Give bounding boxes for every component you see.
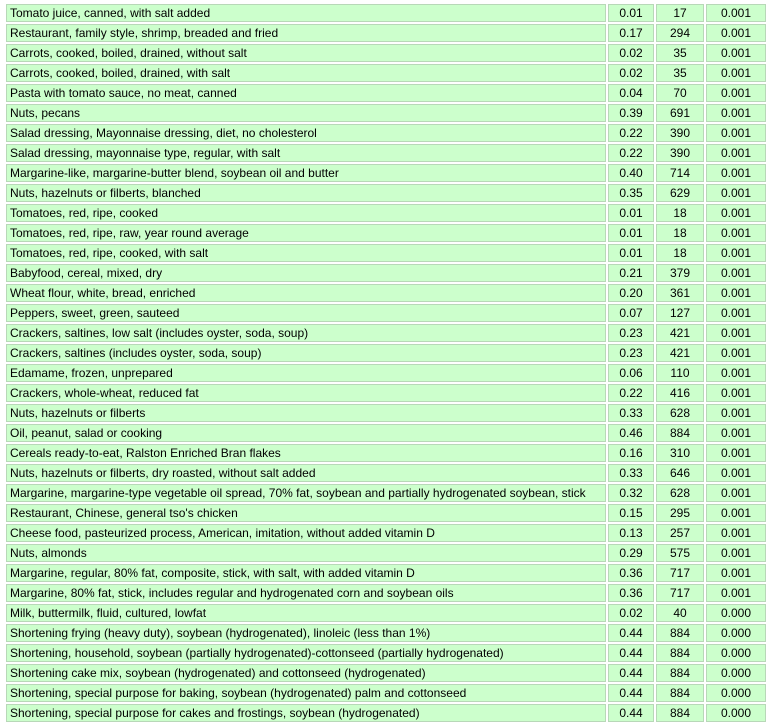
value-2-cell: 35 [656,44,704,62]
food-name-cell: Shortening, special purpose for cakes and frostings, soybean (hydrogenated) [6,704,606,722]
food-nutrient-table [4,2,768,724]
table-row [6,44,766,62]
value-3-cell: 0.001 [706,444,766,462]
table-row [6,4,766,22]
food-name-cell: Margarine, regular, 80% fat, composite, stick, with salt, with added vitamin D [6,564,606,582]
value-2-cell: 884 [656,664,704,682]
table-row [6,164,766,182]
food-name-cell: Carrots, cooked, boiled, drained, with salt [6,64,606,82]
value-1-cell: 0.33 [608,404,654,422]
food-name-cell: Cereals ready-to-eat, Ralston Enriched Bran flakes [6,444,606,462]
food-name-cell: Nuts, almonds [6,544,606,562]
table-row [6,384,766,402]
value-2-cell: 421 [656,324,704,342]
value-2-cell: 646 [656,464,704,482]
table-row [6,684,766,702]
food-name-cell: Restaurant, Chinese, general tso's chicken [6,504,606,522]
value-1-cell: 0.22 [608,384,654,402]
value-1-cell: 0.44 [608,624,654,642]
value-2-cell: 17 [656,4,704,22]
value-2-cell: 884 [656,644,704,662]
value-1-cell: 0.16 [608,444,654,462]
food-name-cell: Shortening cake mix, soybean (hydrogenated) and cottonseed (hydrogenated) [6,664,606,682]
food-name-cell: Carrots, cooked, boiled, drained, without salt [6,44,606,62]
table-row [6,544,766,562]
value-2-cell: 884 [656,704,704,722]
value-3-cell: 0.001 [706,544,766,562]
food-name-cell: Cheese food, pasteurized process, American, imitation, without added vitamin D [6,524,606,542]
food-name-cell: Babyfood, cereal, mixed, dry [6,264,606,282]
value-3-cell: 0.001 [706,224,766,242]
food-name-cell: Margarine-like, margarine-butter blend, soybean oil and butter [6,164,606,182]
value-2-cell: 629 [656,184,704,202]
food-name-cell: Tomatoes, red, ripe, cooked [6,204,606,222]
food-name-cell: Nuts, hazelnuts or filberts, blanched [6,184,606,202]
value-1-cell: 0.21 [608,264,654,282]
value-2-cell: 628 [656,484,704,502]
table-row [6,284,766,302]
value-2-cell: 884 [656,624,704,642]
value-1-cell: 0.44 [608,664,654,682]
value-1-cell: 0.23 [608,344,654,362]
value-1-cell: 0.39 [608,104,654,122]
value-3-cell: 0.001 [706,484,766,502]
table-row [6,204,766,222]
food-name-cell: Nuts, pecans [6,104,606,122]
table-row [6,444,766,462]
food-name-cell: Peppers, sweet, green, sauteed [6,304,606,322]
value-2-cell: 361 [656,284,704,302]
value-1-cell: 0.23 [608,324,654,342]
value-2-cell: 714 [656,164,704,182]
value-3-cell: 0.001 [706,404,766,422]
table-row [6,264,766,282]
value-1-cell: 0.15 [608,504,654,522]
value-3-cell: 0.000 [706,644,766,662]
value-2-cell: 35 [656,64,704,82]
value-1-cell: 0.36 [608,564,654,582]
food-name-cell: Margarine, 80% fat, stick, includes regular and hydrogenated corn and soybean oils [6,584,606,602]
value-2-cell: 717 [656,584,704,602]
table-row [6,504,766,522]
value-2-cell: 257 [656,524,704,542]
food-name-cell: Shortening frying (heavy duty), soybean (hydrogenated), linoleic (less than 1%) [6,624,606,642]
value-1-cell: 0.01 [608,244,654,262]
value-3-cell: 0.001 [706,304,766,322]
table-row [6,224,766,242]
food-name-cell: Shortening, household, soybean (partially hydrogenated)-cottonseed (partially hydrogenated) [6,644,606,662]
table-row [6,244,766,262]
food-name-cell: Nuts, hazelnuts or filberts, dry roasted, without salt added [6,464,606,482]
value-3-cell: 0.000 [706,624,766,642]
food-name-cell: Shortening, special purpose for baking, soybean (hydrogenated) palm and cottonseed [6,684,606,702]
value-2-cell: 390 [656,144,704,162]
table-row [6,644,766,662]
food-name-cell: Nuts, hazelnuts or filberts [6,404,606,422]
value-3-cell: 0.001 [706,344,766,362]
table-row [6,64,766,82]
value-3-cell: 0.001 [706,584,766,602]
value-2-cell: 295 [656,504,704,522]
value-3-cell: 0.001 [706,324,766,342]
food-name-cell: Tomatoes, red, ripe, raw, year round average [6,224,606,242]
table-row [6,404,766,422]
value-2-cell: 127 [656,304,704,322]
value-2-cell: 884 [656,424,704,442]
value-1-cell: 0.44 [608,684,654,702]
value-3-cell: 0.001 [706,264,766,282]
food-name-cell: Oil, peanut, salad or cooking [6,424,606,442]
table-row [6,364,766,382]
value-2-cell: 421 [656,344,704,362]
value-3-cell: 0.001 [706,424,766,442]
table-row [6,104,766,122]
table-row [6,584,766,602]
value-2-cell: 294 [656,24,704,42]
value-2-cell: 575 [656,544,704,562]
value-3-cell: 0.001 [706,104,766,122]
value-2-cell: 18 [656,224,704,242]
food-name-cell: Tomato juice, canned, with salt added [6,4,606,22]
table-row [6,184,766,202]
value-1-cell: 0.40 [608,164,654,182]
food-name-cell: Pasta with tomato sauce, no meat, canned [6,84,606,102]
value-1-cell: 0.01 [608,224,654,242]
value-1-cell: 0.04 [608,84,654,102]
table-row [6,84,766,102]
value-3-cell: 0.001 [706,44,766,62]
table-row [6,304,766,322]
value-3-cell: 0.001 [706,144,766,162]
value-3-cell: 0.001 [706,464,766,482]
table-row [6,344,766,362]
food-name-cell: Crackers, saltines (includes oyster, soda, soup) [6,344,606,362]
food-name-cell: Milk, buttermilk, fluid, cultured, lowfat [6,604,606,622]
table-row [6,484,766,502]
value-2-cell: 691 [656,104,704,122]
value-1-cell: 0.02 [608,44,654,62]
value-2-cell: 18 [656,244,704,262]
table-row [6,704,766,722]
value-1-cell: 0.02 [608,64,654,82]
table-row [6,524,766,542]
value-1-cell: 0.29 [608,544,654,562]
table-body [6,4,766,722]
value-1-cell: 0.44 [608,644,654,662]
food-name-cell: Margarine, margarine-type vegetable oil spread, 70% fat, soybean and partially hydrogenated soybean, stick [6,484,606,502]
value-2-cell: 390 [656,124,704,142]
food-name-cell: Crackers, whole-wheat, reduced fat [6,384,606,402]
value-3-cell: 0.001 [706,124,766,142]
food-name-cell: Salad dressing, Mayonnaise dressing, diet, no cholesterol [6,124,606,142]
table-row [6,144,766,162]
value-1-cell: 0.33 [608,464,654,482]
value-1-cell: 0.32 [608,484,654,502]
value-3-cell: 0.001 [706,364,766,382]
table-row [6,664,766,682]
value-1-cell: 0.36 [608,584,654,602]
value-2-cell: 70 [656,84,704,102]
value-3-cell: 0.001 [706,384,766,402]
table-row [6,24,766,42]
value-3-cell: 0.001 [706,524,766,542]
value-1-cell: 0.07 [608,304,654,322]
value-3-cell: 0.001 [706,84,766,102]
value-2-cell: 40 [656,604,704,622]
value-1-cell: 0.13 [608,524,654,542]
value-1-cell: 0.46 [608,424,654,442]
value-1-cell: 0.17 [608,24,654,42]
value-2-cell: 628 [656,404,704,422]
value-2-cell: 310 [656,444,704,462]
value-2-cell: 416 [656,384,704,402]
value-3-cell: 0.001 [706,204,766,222]
food-name-cell: Salad dressing, mayonnaise type, regular, with salt [6,144,606,162]
value-2-cell: 884 [656,684,704,702]
value-3-cell: 0.001 [706,64,766,82]
value-1-cell: 0.22 [608,124,654,142]
value-1-cell: 0.22 [608,144,654,162]
food-name-cell: Restaurant, family style, shrimp, breaded and fried [6,24,606,42]
value-2-cell: 18 [656,204,704,222]
value-1-cell: 0.35 [608,184,654,202]
food-name-cell: Tomatoes, red, ripe, cooked, with salt [6,244,606,262]
value-1-cell: 0.44 [608,704,654,722]
value-3-cell: 0.000 [706,704,766,722]
value-1-cell: 0.06 [608,364,654,382]
table-row [6,324,766,342]
food-name-cell: Wheat flour, white, bread, enriched [6,284,606,302]
value-2-cell: 110 [656,364,704,382]
table-row [6,564,766,582]
value-2-cell: 379 [656,264,704,282]
value-3-cell: 0.000 [706,684,766,702]
value-1-cell: 0.02 [608,604,654,622]
value-3-cell: 0.001 [706,24,766,42]
food-name-cell: Edamame, frozen, unprepared [6,364,606,382]
food-name-cell: Crackers, saltines, low salt (includes oyster, soda, soup) [6,324,606,342]
value-1-cell: 0.20 [608,284,654,302]
value-3-cell: 0.000 [706,664,766,682]
table-row [6,604,766,622]
value-3-cell: 0.000 [706,604,766,622]
table-row [6,124,766,142]
value-3-cell: 0.001 [706,564,766,582]
table-row [6,424,766,442]
table-row [6,624,766,642]
value-3-cell: 0.001 [706,164,766,182]
value-3-cell: 0.001 [706,284,766,302]
value-2-cell: 717 [656,564,704,582]
table-row [6,464,766,482]
value-1-cell: 0.01 [608,4,654,22]
value-3-cell: 0.001 [706,4,766,22]
value-3-cell: 0.001 [706,244,766,262]
value-3-cell: 0.001 [706,184,766,202]
value-1-cell: 0.01 [608,204,654,222]
value-3-cell: 0.001 [706,504,766,522]
